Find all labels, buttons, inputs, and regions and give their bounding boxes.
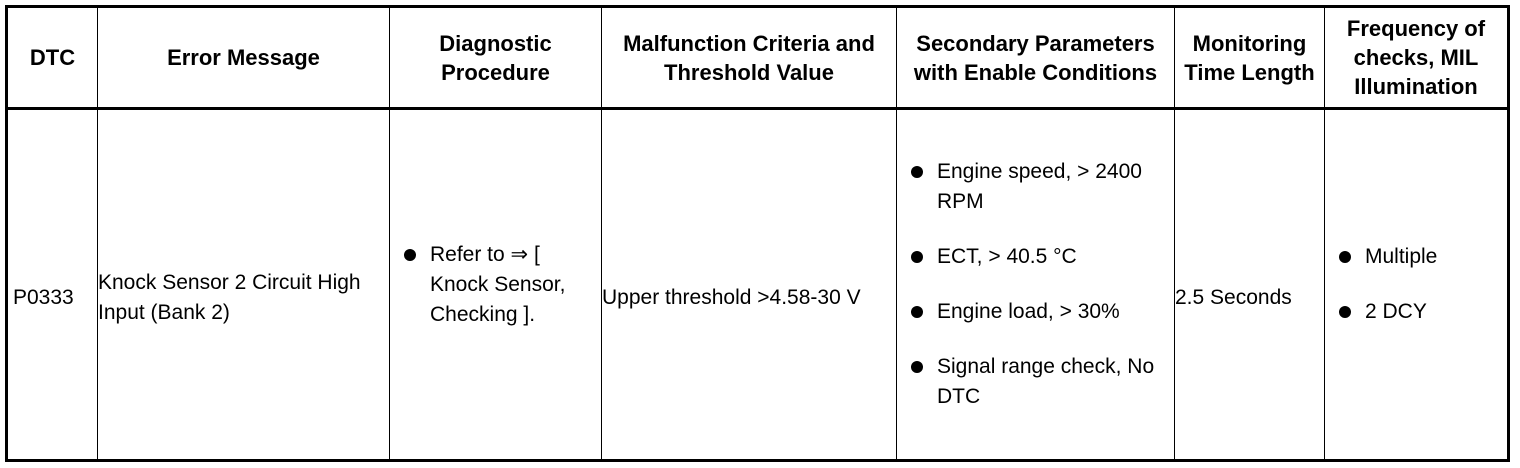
cell-diagnostic-procedure [390,109,602,461]
error-message-text: Knock Sensor 2 Circuit High Input (Bank 2) [98,270,361,324]
list-item: ECT, > 40.5 °C [897,242,1166,272]
secondary-parameters-list [897,157,1166,412]
header-monitoring-time: Monitoring Time Length [1175,7,1325,109]
list-item: Engine speed, > 2400 RPM [897,157,1166,217]
dtc-code: P0333 [13,285,74,309]
list-item: Multiple [1325,242,1507,272]
header-dtc: DTC [7,7,98,109]
monitoring-time-text: 2.5 Seconds [1175,285,1292,309]
bullet-icon [1339,306,1351,318]
bullet-icon [911,361,923,373]
header-row [7,7,1509,109]
cell-monitoring-time [1175,109,1325,461]
cell-error-message [98,109,390,461]
header-error-message: Error Message [98,7,390,109]
bullet-icon [911,251,923,263]
cell-secondary-parameters [897,109,1175,461]
list-item: Signal range check, No DTC [897,352,1166,412]
bullet-icon [911,166,923,178]
bullet-icon [1339,251,1351,263]
cell-frequency [1325,109,1509,461]
list-item: Engine load, > 30% [897,297,1166,327]
header-diagnostic-procedure: Diagnostic Procedure [390,7,602,109]
frequency-list [1325,242,1507,327]
cell-dtc [7,109,98,461]
table-row [7,109,1509,461]
cell-malfunction-criteria [602,109,897,461]
malfunction-criteria-text: Upper threshold >4.58-30 V [602,285,861,309]
header-frequency: Frequency of checks, MIL Illumination [1325,7,1509,109]
header-secondary-parameters: Secondary Parameters with Enable Conditions [897,7,1175,109]
diagnostic-procedure-list [390,240,601,330]
list-item [390,240,601,330]
list-item: 2 DCY [1325,297,1507,327]
bullet-icon [404,249,416,261]
bullet-icon [911,306,923,318]
dtc-table [5,5,1510,462]
header-malfunction-criteria: Malfunction Criteria and Threshold Value [602,7,897,109]
diagnostic-procedure-link[interactable]: Refer to ⇒ [ Knock Sensor, Checking ]. [430,242,566,326]
